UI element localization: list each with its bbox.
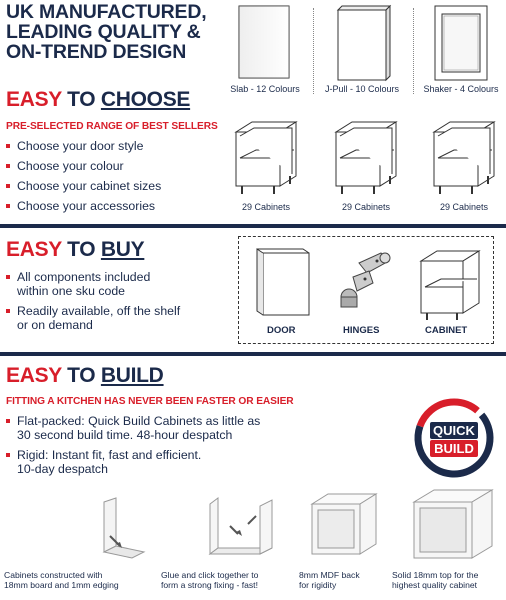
easy-to-choose-title: EASY TO CHOOSE: [6, 88, 191, 111]
list-item: Choose your accessories: [6, 199, 161, 213]
hero-line-2: LEADING QUALITY &: [6, 21, 201, 43]
door-style-slab: [217, 4, 313, 87]
list-item: Choose your cabinet sizes: [6, 179, 161, 193]
quick-build-badge: [412, 396, 496, 480]
easy-to-build-title: EASY TO BUILD: [6, 364, 164, 387]
easy-to-buy-title: EASY TO BUY: [6, 238, 145, 261]
list-item: All components included within one sku code: [6, 270, 180, 298]
hinge-icon: [335, 249, 399, 319]
cabinet-icon: [415, 247, 485, 323]
hero-line-3: ON-TREND DESIGN: [6, 41, 187, 63]
cabinet-icon: [426, 118, 502, 198]
step-caption-top: Solid 18mm top for the highest quality cabinet: [392, 570, 479, 590]
list-item: Readily available, off the shelf or on demand: [6, 304, 180, 332]
badge-line-build: BUILD: [434, 441, 474, 456]
component-label-hinges: HINGES: [343, 325, 380, 336]
components-box: [238, 236, 494, 344]
shaker-door-icon: [413, 4, 506, 82]
cabinet-icon: [228, 118, 304, 198]
door-caption-jpull: J-Pull - 10 Colours: [324, 84, 400, 94]
cabinet-icon: [328, 118, 404, 198]
step-caption-glue: Glue and click together to form a strong fixing - fast!: [161, 570, 259, 590]
section-divider: [0, 224, 506, 228]
slab-door-icon: [217, 4, 313, 82]
list-item: Choose your door style: [6, 139, 161, 153]
list-item: Flat-packed: Quick Build Cabinets as little as 30 second build time. 48-hour despatch: [6, 414, 260, 442]
list-item: Rigid: Instant fit, fast and efficient. 10-day despatch: [6, 448, 260, 476]
cabinet-caption: 29 Cabinets: [341, 202, 391, 212]
board-edging-illustration: [86, 496, 152, 562]
door-caption-shaker: Shaker - 4 Colours: [423, 84, 499, 94]
door-caption-slab: Slab - 12 Colours: [230, 84, 300, 94]
quick-build-logo: [412, 396, 496, 480]
choose-subtitle: PRE-SELECTED RANGE OF BEST SELLERS: [6, 121, 218, 132]
badge-line-quick: QUICK: [433, 423, 475, 438]
solid-top-illustration: [408, 488, 498, 562]
door-icon: [251, 247, 315, 319]
j-pull-door-icon: [314, 4, 410, 82]
hero-heading: [6, 2, 216, 62]
door-style-shaker: [413, 4, 506, 87]
component-label-door: DOOR: [267, 325, 296, 336]
build-bullet-list: [6, 414, 260, 476]
glue-click-illustration: [204, 496, 280, 562]
door-style-jpull: [314, 4, 410, 87]
mdf-back-illustration: [306, 492, 382, 562]
cabinet-caption: 29 Cabinets: [241, 202, 291, 212]
step-caption-edging: Cabinets constructed with 18mm board and 1mm edging: [4, 570, 119, 590]
step-caption-mdf: 8mm MDF back for rigidity: [299, 570, 360, 590]
section-divider: [0, 352, 506, 356]
choose-bullet-list: [6, 139, 161, 213]
build-subtitle: FITTING A KITCHEN HAS NEVER BEEN FASTER OR EASIER: [6, 396, 294, 407]
hero-line-1: UK MANUFACTURED,: [6, 1, 207, 23]
component-label-cabinet: CABINET: [425, 325, 468, 336]
cabinet-caption: 29 Cabinets: [439, 202, 489, 212]
list-item: Choose your colour: [6, 159, 161, 173]
buy-bullet-list: [6, 270, 180, 332]
